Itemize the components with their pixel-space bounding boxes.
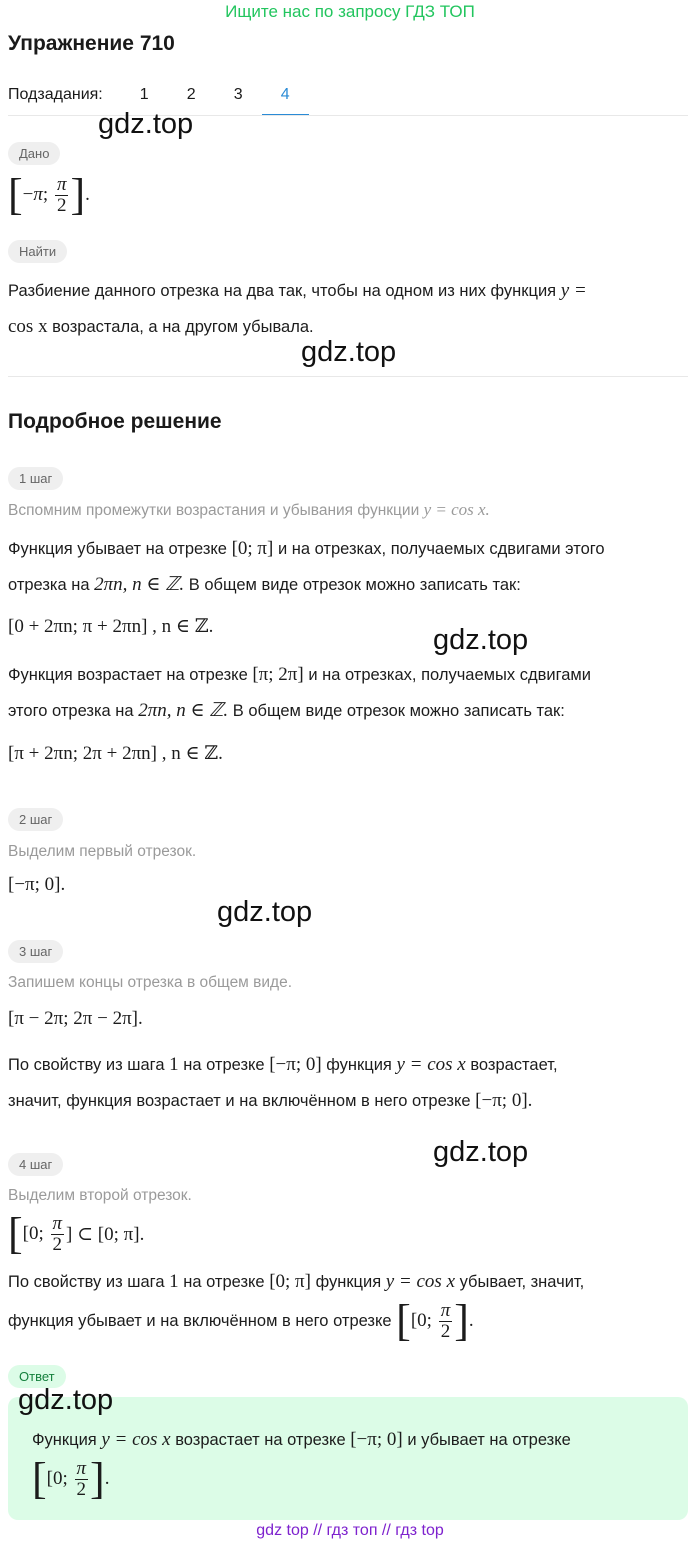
fraction-denominator: 2 bbox=[56, 194, 67, 216]
math: [0; π] bbox=[269, 1271, 311, 1292]
text: убывает, значит, bbox=[459, 1273, 585, 1291]
answer-formula: [ [0; $\frac{\pi}{2}$ ] . bbox=[32, 1454, 110, 1503]
given-label: Дано bbox=[8, 142, 60, 165]
math: [ [0; $\frac{\pi}{2}$ ] . bbox=[396, 1296, 474, 1345]
solution-heading: Подробное решение bbox=[8, 410, 222, 433]
step-2-hint: Выделим первый отрезок. bbox=[8, 843, 197, 860]
fraction-denominator: 2 bbox=[440, 1320, 451, 1342]
footer-links[interactable]: gdz top // гдз топ // гдз top bbox=[256, 1522, 444, 1539]
tab-subtask-1[interactable]: 1 bbox=[139, 86, 149, 103]
given-left: −π; bbox=[22, 184, 53, 205]
find-math-1: y = bbox=[560, 280, 587, 301]
given-set: [ −π; $\frac{\pi}{2}$ ] . bbox=[8, 170, 90, 219]
text: функция bbox=[326, 1056, 392, 1074]
math: 1 bbox=[169, 1054, 179, 1075]
watermark: gdz.top bbox=[217, 896, 313, 928]
step-1-label: 1 шаг bbox=[8, 467, 63, 490]
step-3-formula: [π − 2π; 2π − 2π]. bbox=[8, 1008, 143, 1029]
fraction bbox=[51, 1214, 65, 1255]
step-3-para bbox=[8, 1047, 690, 1119]
text: По свойству из шага bbox=[8, 1273, 165, 1291]
step-4-para-2 bbox=[8, 1297, 690, 1345]
fraction bbox=[439, 1301, 453, 1342]
text: этого отрезка на bbox=[8, 702, 134, 720]
math: 2πn, n ∈ ℤ. bbox=[94, 574, 185, 595]
text: Функция возрастает на отрезке bbox=[8, 666, 248, 684]
text: на отрезке bbox=[183, 1273, 265, 1291]
text: возрастает, bbox=[470, 1056, 558, 1074]
find-math-2: cos x bbox=[8, 316, 48, 337]
subtask-label: Подзадания: bbox=[8, 86, 103, 103]
text: В общем виде отрезок можно записать так: bbox=[188, 576, 521, 594]
watermark: gdz.top bbox=[98, 108, 194, 140]
text: функция bbox=[315, 1273, 382, 1291]
bracket-open: [ bbox=[8, 1209, 23, 1258]
step-3-hint: Запишем концы отрезка в общем виде. bbox=[8, 974, 293, 991]
bracket-open: [ bbox=[32, 1454, 47, 1503]
fraction-numerator: π bbox=[440, 1299, 451, 1321]
math: 2πn, n ∈ ℤ. bbox=[138, 700, 229, 721]
math: y = cos x bbox=[385, 1271, 455, 1292]
text: на отрезке bbox=[183, 1056, 265, 1074]
step-4-hint: Выделим второй отрезок. bbox=[8, 1187, 192, 1204]
formula-left: [0; bbox=[410, 1310, 432, 1331]
math: 1 bbox=[169, 1271, 179, 1292]
bracket-open: [ bbox=[396, 1296, 411, 1345]
step-1-formula-2: [π + 2πn; 2π + 2πn] , n ∈ ℤ. bbox=[8, 743, 223, 764]
bracket-close: ] bbox=[90, 1454, 105, 1503]
math: [−π; 0] bbox=[350, 1429, 403, 1450]
divider bbox=[8, 376, 688, 377]
text: В общем виде отрезок можно записать так: bbox=[232, 702, 565, 720]
watermark: gdz.top bbox=[301, 336, 397, 368]
math: [0; π] bbox=[231, 538, 274, 559]
find-line2: возрастала, а на другом убывала. bbox=[52, 318, 314, 336]
step-4-para-1 bbox=[8, 1264, 690, 1300]
text: Функция bbox=[32, 1431, 97, 1449]
math: [−π; 0]. bbox=[475, 1090, 533, 1111]
fraction-denominator: 2 bbox=[76, 1478, 87, 1500]
step-1-hint-math: y = cos x. bbox=[423, 500, 490, 519]
math: [π; 2π] bbox=[252, 664, 304, 685]
text: и на отрезках, получаемых сдвигами bbox=[308, 666, 591, 684]
text: Функция убывает на отрезке bbox=[8, 540, 227, 558]
fraction-numerator: π bbox=[76, 1457, 87, 1479]
tab-subtask-4[interactable]: 4 bbox=[262, 86, 309, 116]
fraction bbox=[75, 1459, 89, 1500]
fraction-numerator: π bbox=[52, 1212, 63, 1234]
bracket-close: ] bbox=[454, 1296, 469, 1345]
text: возрастает на отрезке bbox=[175, 1431, 346, 1449]
formula-left: [0; bbox=[22, 1223, 44, 1244]
formula-right: ] ⊂ [0; π]. bbox=[66, 1223, 145, 1245]
step-4-formula bbox=[8, 1210, 144, 1258]
find-line1: Разбиение данного отрезка на два так, чтобы на одном из них функция bbox=[8, 282, 557, 300]
watermark: gdz.top bbox=[18, 1384, 114, 1416]
step-1-para-1 bbox=[8, 531, 690, 603]
fraction-denominator: 2 bbox=[52, 1233, 63, 1255]
step-4-label: 4 шаг bbox=[8, 1153, 63, 1176]
watermark: gdz.top bbox=[433, 624, 529, 656]
find-label: Найти bbox=[8, 240, 67, 263]
math: y = cos x bbox=[396, 1054, 466, 1075]
step-1-hint bbox=[8, 500, 690, 520]
math: y = cos x bbox=[101, 1429, 171, 1450]
text: и на отрезках, получаемых сдвигами этого bbox=[277, 540, 605, 558]
step-2-formula: [−π; 0]. bbox=[8, 874, 66, 895]
step-1-para-2 bbox=[8, 657, 690, 729]
step-3-label: 3 шаг bbox=[8, 940, 63, 963]
text: функция убывает и на включённом в него отрезке bbox=[8, 1312, 392, 1330]
text: значит, функция возрастает и на включённом в него отрезке bbox=[8, 1092, 471, 1110]
step-2-label: 2 шаг bbox=[8, 808, 63, 831]
find-text bbox=[8, 273, 690, 345]
answer-label: Ответ bbox=[8, 1365, 66, 1388]
answer-text bbox=[32, 1422, 682, 1458]
text: отрезка на bbox=[8, 576, 90, 594]
promo-banner[interactable]: Ищите нас по запросу ГДЗ ТОП bbox=[225, 2, 475, 21]
given-fraction bbox=[55, 175, 69, 216]
bracket-open: [ bbox=[8, 170, 23, 219]
page-title: Упражнение 710 bbox=[8, 32, 175, 55]
text: По свойству из шага bbox=[8, 1056, 165, 1074]
tab-subtask-3[interactable]: 3 bbox=[233, 86, 243, 103]
step-1-formula-1: [0 + 2πn; π + 2πn] , n ∈ ℤ. bbox=[8, 616, 214, 637]
math: [−π; 0] bbox=[269, 1054, 322, 1075]
text: и убывает на отрезке bbox=[407, 1431, 571, 1449]
step-1-hint-text: Вспомним промежутки возрастания и убывания функции bbox=[8, 502, 420, 519]
fraction-numerator: π bbox=[56, 173, 67, 195]
formula-left: [0; bbox=[46, 1468, 68, 1489]
tab-subtask-2[interactable]: 2 bbox=[186, 86, 196, 103]
bracket-close: ] bbox=[70, 170, 86, 219]
watermark: gdz.top bbox=[433, 1136, 529, 1168]
